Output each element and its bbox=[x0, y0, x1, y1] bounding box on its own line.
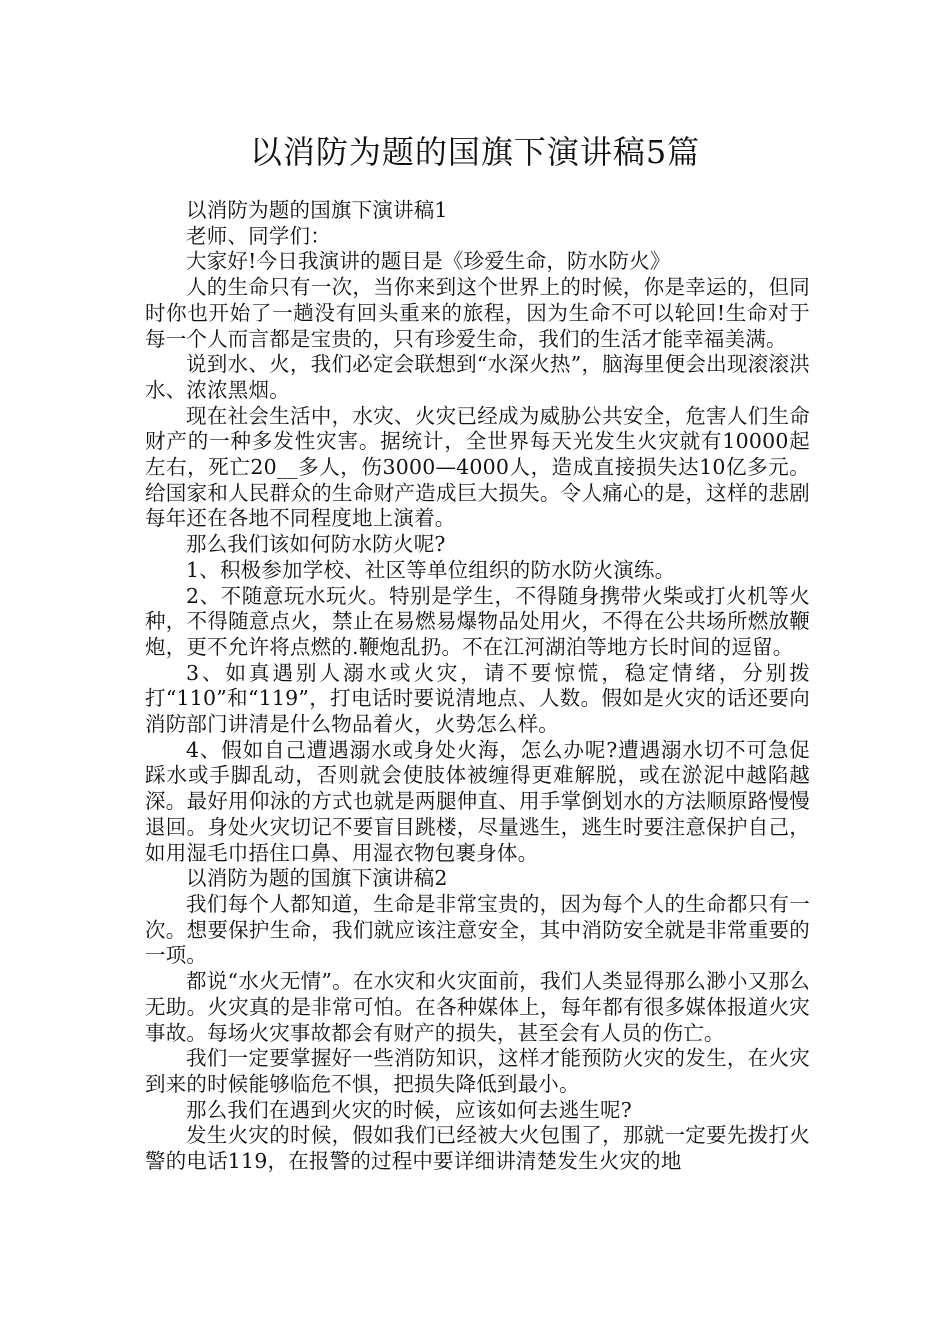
list-item: 1、积极参加学校、社区等单位组织的防水防火演练。 bbox=[186, 557, 676, 582]
paragraph: 都说“水火无情”。在水灾和火灾面前，我们人类显得那么渺小又那么无助。火灾真的是非常可怕。在各种媒体上，每年都有很多媒体报道火灾事故。每场火灾事故都会有财产的损失，甚至会有人员的伤亡。 bbox=[145, 969, 810, 1045]
paragraph: 那么我们该如何防水防火呢? bbox=[186, 532, 446, 557]
paragraph: 人的生命只有一次，当你来到这个世界上的时候，你是幸运的，但同时你也开始了一趟没有回头重来的旅程，因为生命不可以轮回!生命对于每一个人而言都是宝贵的，只有珍爱生命，我们的生活才能幸福美满。 bbox=[145, 275, 810, 351]
list-item: 2、不随意玩水玩火。特别是学生，不得随身携带火柴或打火机等火种，不得随意点火，禁止在易燃易爆物品处用火，不得在公共场所燃放鞭炮，更不允许将点燃的.鞭炮乱扔。不在江河湖泊等地方长时间的逗留。 bbox=[145, 583, 810, 659]
paragraph: 现在社会生活中，水灾、火灾已经成为威胁公共安全，危害人们生命财产的一种多发性灾害。据统计，全世界每天光发生火灾就有10000起左右，死亡20__多人，伤3000—4000人，造成直接损失达10亿多元。给国家和人民群众的生命财产造成巨大损失。令人痛心的是，这样的悲剧每年还在各地不同程度地上演着。 bbox=[145, 403, 810, 531]
paragraph: 说到水、火，我们必定会联想到“水深火热”，脑海里便会出现滚滚洪水、浓浓黑烟。 bbox=[145, 352, 810, 402]
speech-2-heading: 以消防为题的国旗下演讲稿2 bbox=[186, 866, 448, 891]
list-item: 3、如真遇别人溺水或火灾，请不要惊慌，稳定情绪，分别拨打“110”和“119”，打电话时要说清地点、人数。假如是火灾的话还要向消防部门讲清是什么物品着火，火势怎么样。 bbox=[145, 660, 810, 737]
document-body bbox=[145, 198, 810, 1175]
salutation: 老师、同学们： bbox=[186, 223, 331, 248]
paragraph: 我们每个人都知道，生命是非常宝贵的，因为每个人的生命都只有一次。想要保护生命，我们就应该注意安全，其中消防安全就是非常重要的一项。 bbox=[145, 891, 810, 968]
document-title: 以消防为题的国旗下演讲稿5篇 bbox=[249, 133, 701, 171]
paragraph: 那么我们在遇到火灾的时候，应该如何去逃生呢? bbox=[186, 1097, 632, 1122]
paragraph: 我们一定要掌握好一些消防知识，这样才能预防火灾的发生，在火灾到来的时候能够临危不惧，把损失降低到最小。 bbox=[145, 1046, 810, 1096]
speech-1-heading: 以消防为题的国旗下演讲稿1 bbox=[186, 198, 448, 222]
greeting: 大家好!今日我演讲的题目是《珍爱生命，防水防火》 bbox=[186, 249, 671, 274]
list-item: 4、假如自己遭遇溺水或身处火海，怎么办呢?遭遇溺水切不可急促踩水或手脚乱动，否则就会使肢体被缠得更难解脱，或在淤泥中越陷越深。最好用仰泳的方式也就是两腿伸直、用手掌倒划水的方法顺原路慢慢退回。身处火灾切记不要盲目跳楼，尽量逃生，逃生时要注意保护自己，如用湿毛巾捂住口鼻、用湿衣物包裹身体。 bbox=[145, 737, 810, 865]
paragraph: 发生火灾的时候，假如我们已经被大火包围了，那就一定要先拨打火警的电话119，在报警的过程中要详细讲清楚发生火灾的地 bbox=[145, 1123, 810, 1174]
